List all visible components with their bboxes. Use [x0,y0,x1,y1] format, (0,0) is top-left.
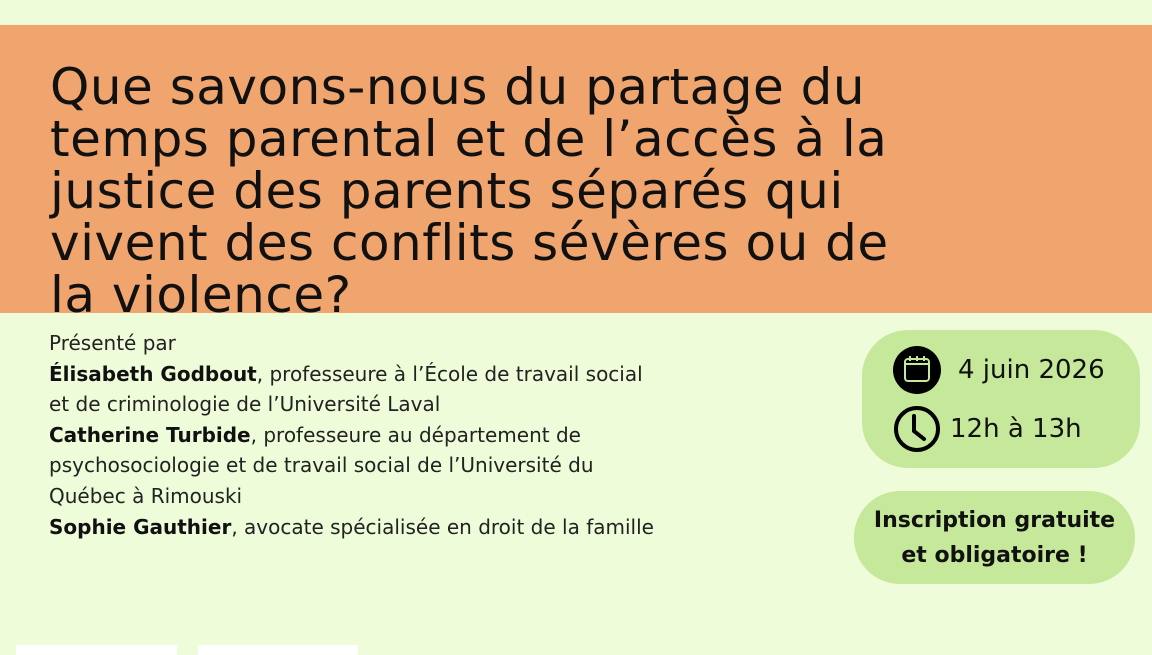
clock-icon [892,404,942,454]
page-title [50,58,1050,324]
event-time: 12h à 13h [950,414,1082,444]
presenter-name: Élisabeth Godbout [49,361,257,386]
registration-line: Inscription gratuite [873,507,1116,533]
title-banner [0,25,1152,324]
presenter-role: Québec à Rimouski [49,483,243,508]
presenter-1 [49,359,654,390]
presenter-role: et de criminologie de l’Université Laval [49,392,441,417]
presenter-3 [49,512,654,543]
presenter-role: psychosociologie et de travail social de l’Université du [49,453,594,478]
calendar-icon [892,345,942,395]
registration-line: et obligatoire ! [901,542,1088,568]
presenter-role: , professeure au département de [250,422,581,447]
presenter-role: , professeure à l’École de travail social [256,361,643,386]
event-info-box [862,330,1140,468]
presenters [49,328,654,542]
title-line: justice des parents séparés qui [50,162,844,220]
presented-by: Présenté par [49,331,176,355]
title-line: Que savons-nous du partage du [50,58,866,116]
partner-logo [16,645,177,655]
partner-logo [198,645,358,655]
presenter-role: , avocate spécialisée en droit de la famille [231,514,654,539]
presenter-name: Catherine Turbide [49,422,251,447]
title-line: temps parental et de l’accès à la [50,110,888,168]
title-line: la violence? [50,266,352,324]
title-line: vivent des conflits sévères ou de [50,214,889,272]
event-date: 4 juin 2026 [958,355,1105,385]
presenter-name: Sophie Gauthier [49,514,232,539]
presenter-2 [49,420,654,451]
registration-badge [854,491,1135,584]
